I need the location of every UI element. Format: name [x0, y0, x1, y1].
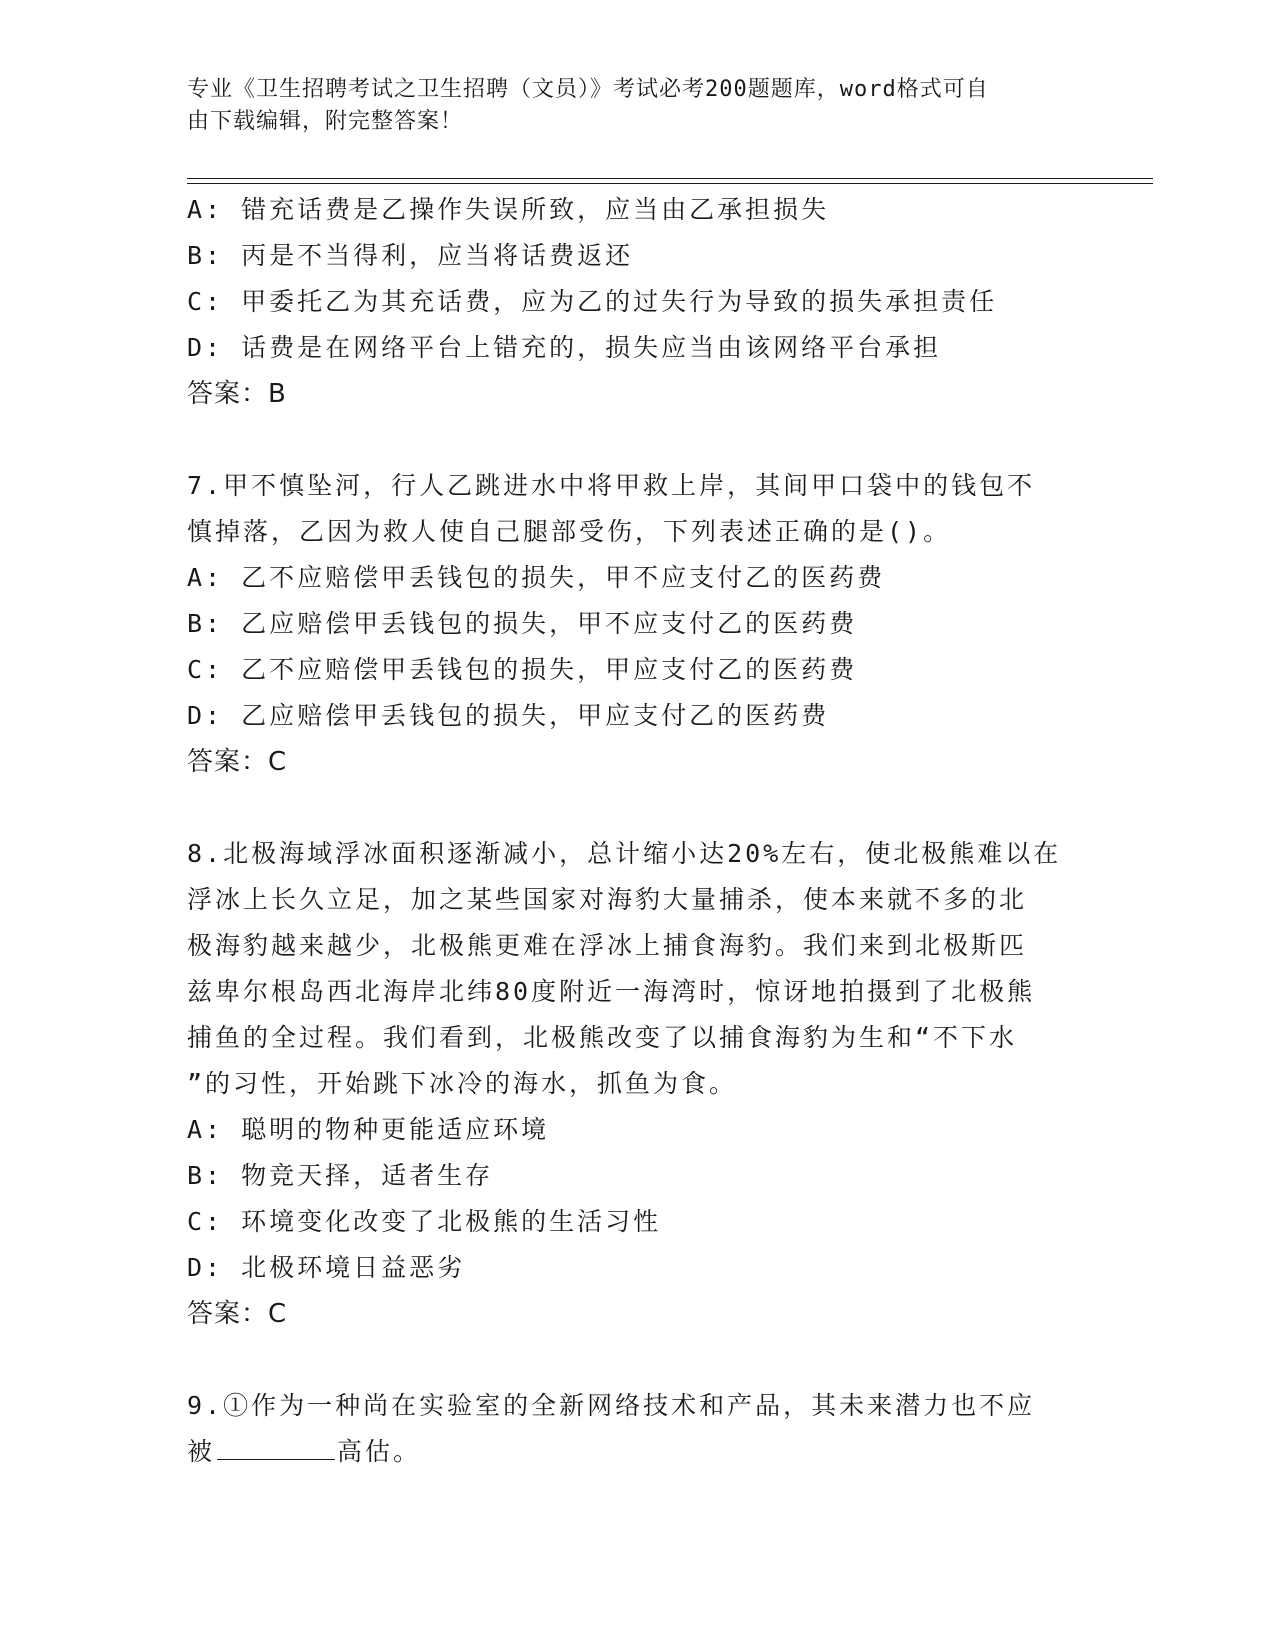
option-b: B: 丙是不当得利，应当将话费返还 [187, 241, 634, 270]
question-stem-line [187, 1429, 1087, 1475]
question-stem-line: 兹卑尔根岛西北海岸北纬80度附近一海湾时，惊讶地拍摄到了北极熊 [187, 977, 1036, 1006]
option-c: C: 甲委托乙为其充话费，应为乙的过失行为导致的损失承担责任 [187, 287, 998, 316]
question-7 [187, 463, 1087, 785]
fill-in-blank [217, 1433, 335, 1460]
option-d: D: 北极环境日益恶劣 [187, 1253, 466, 1282]
answer-label: 答案：C [187, 747, 288, 777]
stem-text: 被 [187, 1437, 216, 1466]
option-c: C: 乙不应赔偿甲丢钱包的损失，甲应支付乙的医药费 [187, 655, 858, 684]
option-a: A: 聪明的物种更能适应环境 [187, 1115, 550, 1144]
question-stem-line: 慎掉落，乙因为救人使自己腿部受伤，下列表述正确的是()。 [187, 517, 952, 546]
option-b: B: 乙应赔偿甲丢钱包的损失，甲不应支付乙的医药费 [187, 609, 858, 638]
answer-label: 答案：C [187, 1299, 288, 1329]
question-stem-line: ”的习性，开始跳下冰冷的海水，抓鱼为食。 [187, 1069, 738, 1098]
header-divider [187, 178, 1153, 184]
option-c: C: 环境变化改变了北极熊的生活习性 [187, 1207, 662, 1236]
answer-label: 答案：B [187, 379, 287, 409]
question-stem-line: 捕鱼的全过程。我们看到，北极熊改变了以捕食海豹为生和“不下水 [187, 1023, 1018, 1052]
option-a: A: 乙不应赔偿甲丢钱包的损失，甲不应支付乙的医药费 [187, 563, 886, 592]
option-b: B: 物竞天择，适者生存 [187, 1161, 494, 1190]
question-stem-line: 8.北极海域浮冰面积逐渐减小，总计缩小达20%左右，使北极熊难以在 [187, 839, 1062, 868]
question-9 [187, 1383, 1087, 1475]
question-stem-line: 极海豹越来越少，北极熊更难在浮冰上捕食海豹。我们来到北极斯匹 [187, 931, 1028, 960]
question-stem-line: 浮冰上长久立足，加之某些国家对海豹大量捕杀，使本来就不多的北 [187, 885, 1028, 914]
question-6 [187, 187, 1087, 417]
document-body [187, 187, 1087, 1475]
spacer [187, 785, 1087, 831]
option-a: A: 错充话费是乙操作失误所致，应当由乙承担损失 [187, 195, 830, 224]
spacer [187, 1337, 1087, 1383]
option-d: D: 话费是在网络平台上错充的，损失应当由该网络平台承担 [187, 333, 942, 362]
header-line-2: 由下载编辑，附完整答案！ [187, 109, 464, 134]
question-stem-line: 9.①作为一种尚在实验室的全新网络技术和产品，其未来潜力也不应 [187, 1391, 1036, 1420]
spacer [187, 417, 1087, 463]
document-header [187, 74, 1087, 138]
question-stem-line: 7.甲不慎坠河，行人乙跳进水中将甲救上岸，其间甲口袋中的钱包不 [187, 471, 1036, 500]
option-d: D: 乙应赔偿甲丢钱包的损失，甲应支付乙的医药费 [187, 701, 830, 730]
stem-text: 高估。 [337, 1437, 422, 1466]
question-8 [187, 831, 1087, 1337]
header-line-1: 专业《卫生招聘考试之卫生招聘（文员）》考试必考200题题库，word格式可自 [187, 77, 989, 102]
